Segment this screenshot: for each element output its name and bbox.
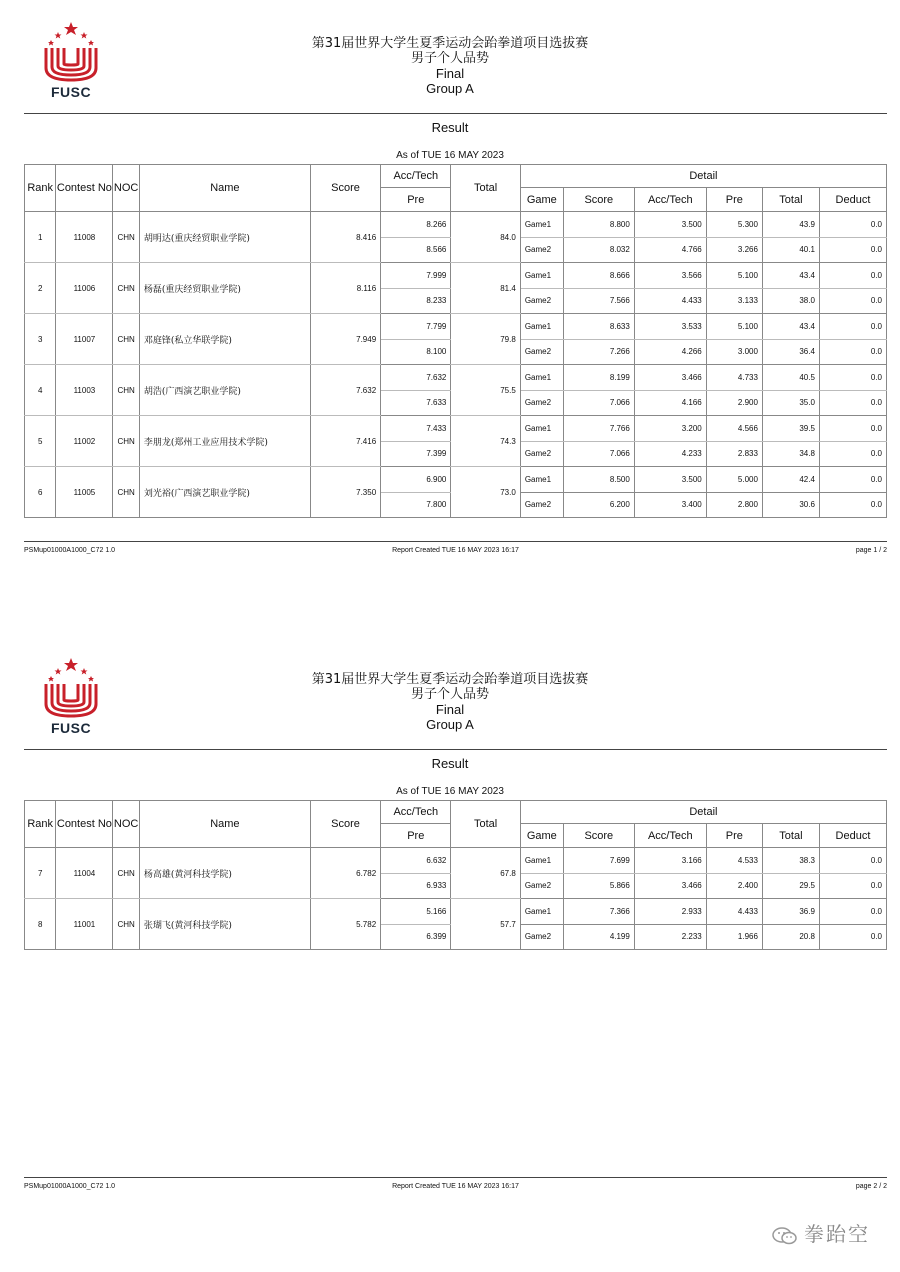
athlete-name-cell: 邓庭锋(私立华联学院) [139,314,310,365]
contest-no-cell: 11003 [56,365,113,416]
total-cell: 73.0 [451,467,520,518]
score-cell: 7.416 [310,416,380,467]
pre-cell: 8.566 [381,237,451,263]
total-cell: 74.3 [451,416,520,467]
game-deduct-cell: 0.0 [819,848,886,874]
game-acc-tech-cell: 3.166 [634,848,706,874]
total-cell: 67.8 [451,848,520,899]
game-total-cell: 43.4 [762,263,819,289]
game-total-cell: 40.1 [762,237,819,263]
rank-cell: 5 [25,416,56,467]
col-detail-pre: Pre [706,824,762,848]
watermark [772,1218,870,1247]
game-total-cell: 42.4 [762,467,819,493]
game-acc-tech-cell: 3.500 [634,467,706,493]
game-pre-cell: 2.400 [706,873,762,899]
game-score-cell: 6.200 [563,492,634,518]
contest-no-cell: 11008 [56,212,113,263]
col-detail-acc-tech: Acc/Tech [634,188,706,212]
game-deduct-cell: 0.0 [819,416,886,442]
game-pre-cell: 4.733 [706,365,762,391]
contest-no-cell: 11007 [56,314,113,365]
athlete-name-cell: 胡浩(广西演艺职业学院) [139,365,310,416]
game-total-cell: 30.6 [762,492,819,518]
game-pre-cell: 3.133 [706,288,762,314]
noc-cell: CHN [113,212,139,263]
table-row [25,899,887,925]
game-pre-cell: 3.000 [706,339,762,365]
game-deduct-cell: 0.0 [819,263,886,289]
noc-cell: CHN [113,314,139,365]
rank-cell: 7 [25,848,56,899]
col-detail-score: Score [563,824,634,848]
game-score-cell: 8.199 [563,365,634,391]
athlete-name-cell: 刘光裕(广西演艺职业学院) [139,467,310,518]
game-acc-tech-cell: 3.500 [634,212,706,238]
phase-label: Final [435,702,465,717]
game-cell: Game2 [520,288,563,314]
table-row [25,263,887,289]
total-cell: 75.5 [451,365,520,416]
game-total-cell: 35.0 [762,390,819,416]
game-score-cell: 7.066 [563,390,634,416]
game-acc-tech-cell: 4.233 [634,441,706,467]
total-cell: 57.7 [451,899,520,950]
col-contest-no: Contest No [56,165,113,212]
game-pre-cell: 2.833 [706,441,762,467]
watermark-text: 拳跆空 [804,1222,870,1246]
results-table [24,800,887,950]
game-cell: Game1 [520,365,563,391]
game-score-cell: 8.666 [563,263,634,289]
report-header [0,36,900,96]
game-score-cell: 7.766 [563,416,634,442]
game-score-cell: 7.566 [563,288,634,314]
col-rank: Rank [25,801,56,848]
rank-cell: 8 [25,899,56,950]
game-cell: Game1 [520,416,563,442]
total-cell: 79.8 [451,314,520,365]
game-acc-tech-cell: 4.766 [634,237,706,263]
acc-tech-cell: 7.799 [381,314,451,340]
col-total: Total [451,801,520,848]
col-pre: Pre [381,188,451,212]
game-cell: Game1 [520,899,563,925]
game-total-cell: 36.4 [762,339,819,365]
page-number: page 2 / 2 [855,1183,887,1190]
table-row [25,467,887,493]
game-cell: Game1 [520,467,563,493]
athlete-name-cell: 张瑚飞(黄河科技学院) [139,899,310,950]
game-acc-tech-cell: 3.533 [634,314,706,340]
score-cell: 8.116 [310,263,380,314]
game-deduct-cell: 0.0 [819,339,886,365]
game-deduct-cell: 0.0 [819,873,886,899]
logo-text: FUSC [50,720,92,736]
game-acc-tech-cell: 3.466 [634,365,706,391]
athlete-name-cell: 杨磊(重庆经贸职业学院) [139,263,310,314]
game-total-cell: 40.5 [762,365,819,391]
acc-tech-cell: 6.632 [381,848,451,874]
as-of-date: As of TUE 16 MAY 2023 [396,786,504,797]
athlete-name-cell: 李朋龙(郑州工业应用技术学院) [139,416,310,467]
game-total-cell: 43.4 [762,314,819,340]
noc-cell: CHN [113,467,139,518]
col-detail-total: Total [762,824,819,848]
acc-tech-cell: 7.999 [381,263,451,289]
event-name: 男子个人品势 [410,51,489,66]
game-deduct-cell: 0.0 [819,390,886,416]
col-score: Score [310,165,380,212]
game-total-cell: 36.9 [762,899,819,925]
col-name: Name [139,165,310,212]
game-total-cell: 43.9 [762,212,819,238]
game-score-cell: 4.199 [563,924,634,950]
contest-no-cell: 11005 [56,467,113,518]
score-cell: 8.416 [310,212,380,263]
col-name: Name [139,801,310,848]
score-cell: 7.632 [310,365,380,416]
acc-tech-cell: 7.433 [381,416,451,442]
col-noc: NOC [113,801,139,848]
noc-cell: CHN [113,899,139,950]
game-score-cell: 7.699 [563,848,634,874]
game-cell: Game2 [520,339,563,365]
table-row [25,416,887,442]
score-cell: 7.350 [310,467,380,518]
game-score-cell: 8.800 [563,212,634,238]
game-pre-cell: 5.100 [706,314,762,340]
score-cell: 7.949 [310,314,380,365]
pre-cell: 6.933 [381,873,451,899]
contest-no-cell: 11004 [56,848,113,899]
game-score-cell: 7.366 [563,899,634,925]
contest-no-cell: 11001 [56,899,113,950]
col-score: Score [310,801,380,848]
game-deduct-cell: 0.0 [819,288,886,314]
game-pre-cell: 4.433 [706,899,762,925]
game-acc-tech-cell: 4.166 [634,390,706,416]
game-total-cell: 39.5 [762,416,819,442]
game-pre-cell: 2.900 [706,390,762,416]
header-divider [24,749,887,750]
noc-cell: CHN [113,365,139,416]
col-deduct: Deduct [819,188,886,212]
game-score-cell: 8.032 [563,237,634,263]
game-deduct-cell: 0.0 [819,237,886,263]
pre-cell: 7.399 [381,441,451,467]
game-acc-tech-cell: 3.466 [634,873,706,899]
game-cell: Game2 [520,237,563,263]
rank-cell: 4 [25,365,56,416]
group-label: Group A [426,717,474,732]
game-pre-cell: 5.300 [706,212,762,238]
game-pre-cell: 3.266 [706,237,762,263]
contest-no-cell: 11006 [56,263,113,314]
game-score-cell: 7.066 [563,441,634,467]
page-number: page 1 / 2 [855,547,887,554]
game-acc-tech-cell: 4.266 [634,339,706,365]
game-cell: Game1 [520,314,563,340]
rank-cell: 1 [25,212,56,263]
acc-tech-cell: 7.632 [381,365,451,391]
event-name: 男子个人品势 [410,687,489,702]
col-pre: Pre [381,824,451,848]
game-score-cell: 7.266 [563,339,634,365]
game-pre-cell: 1.966 [706,924,762,950]
game-cell: Game2 [520,924,563,950]
game-deduct-cell: 0.0 [819,924,886,950]
game-cell: Game1 [520,263,563,289]
game-total-cell: 20.8 [762,924,819,950]
noc-cell: CHN [113,848,139,899]
game-cell: Game2 [520,441,563,467]
game-total-cell: 34.8 [762,441,819,467]
pre-cell: 7.800 [381,492,451,518]
pre-cell: 8.100 [381,339,451,365]
noc-cell: CHN [113,263,139,314]
total-cell: 84.0 [451,212,520,263]
game-deduct-cell: 0.0 [819,212,886,238]
header-row [25,165,887,188]
col-game: Game [520,824,563,848]
group-label: Group A [426,81,474,96]
report-header [0,672,900,732]
game-score-cell: 8.500 [563,467,634,493]
game-acc-tech-cell: 3.400 [634,492,706,518]
game-acc-tech-cell: 3.200 [634,416,706,442]
competition-title: 第31届世界大学生夏季运动会跆拳道项目选拔赛 [311,672,589,687]
game-pre-cell: 2.800 [706,492,762,518]
as-of-date: As of TUE 16 MAY 2023 [396,150,504,161]
footer-divider [24,1177,887,1178]
game-deduct-cell: 0.0 [819,314,886,340]
game-deduct-cell: 0.0 [819,899,886,925]
acc-tech-cell: 5.166 [381,899,451,925]
game-acc-tech-cell: 2.233 [634,924,706,950]
col-detail-pre: Pre [706,188,762,212]
result-title: Result [431,756,469,771]
total-cell: 81.4 [451,263,520,314]
game-pre-cell: 4.533 [706,848,762,874]
col-detail: Detail [520,165,886,188]
rank-cell: 6 [25,467,56,518]
col-detail: Detail [520,801,886,824]
wechat-icon [772,1226,798,1246]
col-deduct: Deduct [819,824,886,848]
col-detail-acc-tech: Acc/Tech [634,824,706,848]
col-detail-total: Total [762,188,819,212]
game-cell: Game1 [520,212,563,238]
phase-label: Final [435,66,465,81]
report-code: PSMup01000A1000_C72 1.0 [24,1183,116,1190]
game-total-cell: 38.0 [762,288,819,314]
athlete-name-cell: 杨高雄(黄河科技学院) [139,848,310,899]
report-created: Report Created TUE 16 MAY 2023 16:17 [392,547,519,554]
game-total-cell: 38.3 [762,848,819,874]
game-cell: Game2 [520,492,563,518]
col-noc: NOC [113,165,139,212]
game-deduct-cell: 0.0 [819,467,886,493]
game-cell: Game1 [520,848,563,874]
game-cell: Game2 [520,873,563,899]
score-cell: 5.782 [310,899,380,950]
col-detail-score: Score [563,188,634,212]
game-total-cell: 29.5 [762,873,819,899]
pre-cell: 8.233 [381,288,451,314]
game-deduct-cell: 0.0 [819,365,886,391]
col-game: Game [520,188,563,212]
footer-divider [24,541,887,542]
table-row [25,365,887,391]
game-pre-cell: 4.566 [706,416,762,442]
game-score-cell: 8.633 [563,314,634,340]
header-row [25,801,887,824]
acc-tech-cell: 6.900 [381,467,451,493]
score-cell: 6.782 [310,848,380,899]
rank-cell: 3 [25,314,56,365]
report-created: Report Created TUE 16 MAY 2023 16:17 [392,1183,519,1190]
report-code: PSMup01000A1000_C72 1.0 [24,547,116,554]
game-pre-cell: 5.000 [706,467,762,493]
contest-no-cell: 11002 [56,416,113,467]
result-title: Result [431,120,469,135]
results-table [24,164,887,518]
table-row [25,212,887,238]
pre-cell: 6.399 [381,924,451,950]
header-divider [24,113,887,114]
logo-text: FUSC [50,84,92,100]
col-acc-tech: Acc/Tech [381,801,451,824]
noc-cell: CHN [113,416,139,467]
athlete-name-cell: 胡明达(重庆经贸职业学院) [139,212,310,263]
game-acc-tech-cell: 4.433 [634,288,706,314]
col-contest-no: Contest No [56,801,113,848]
game-acc-tech-cell: 3.566 [634,263,706,289]
rank-cell: 2 [25,263,56,314]
game-acc-tech-cell: 2.933 [634,899,706,925]
col-acc-tech: Acc/Tech [381,165,451,188]
game-deduct-cell: 0.0 [819,492,886,518]
game-cell: Game2 [520,390,563,416]
game-pre-cell: 5.100 [706,263,762,289]
col-total: Total [451,165,520,212]
acc-tech-cell: 8.266 [381,212,451,238]
col-rank: Rank [25,165,56,212]
competition-title: 第31届世界大学生夏季运动会跆拳道项目选拔赛 [311,36,589,51]
pre-cell: 7.633 [381,390,451,416]
table-row [25,848,887,874]
game-score-cell: 5.866 [563,873,634,899]
table-row [25,314,887,340]
game-deduct-cell: 0.0 [819,441,886,467]
